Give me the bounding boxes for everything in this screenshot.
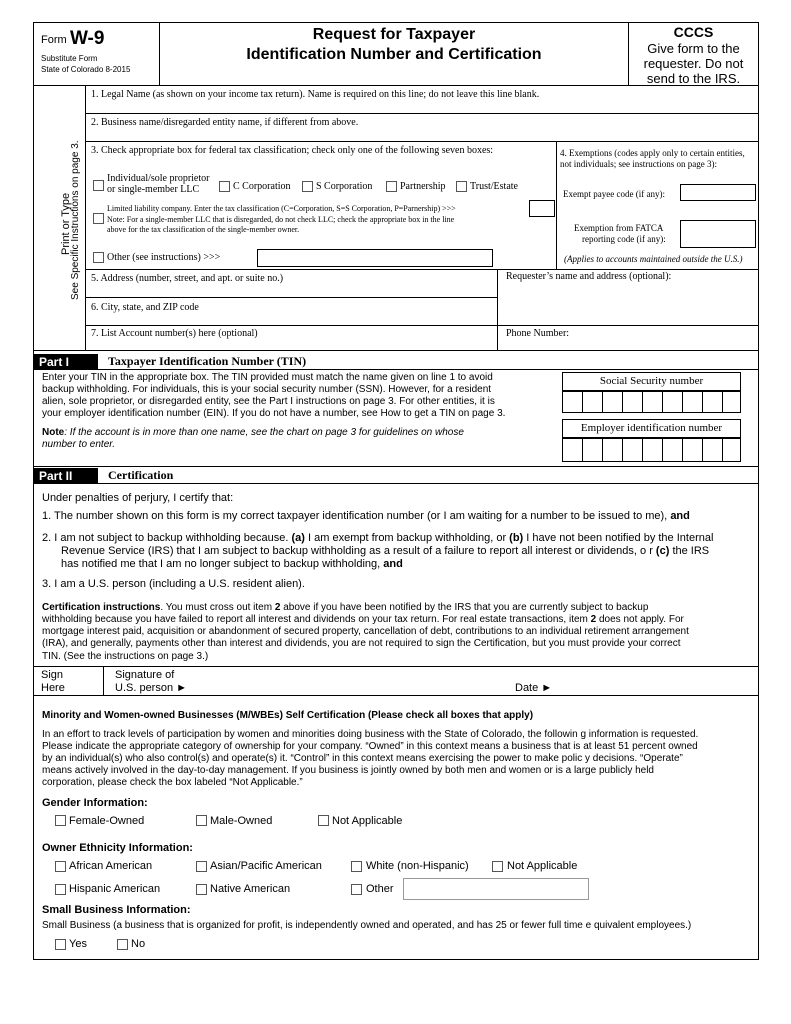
item2-text-c: I have not been notified by the Internal [526,532,714,544]
ssn-input-row[interactable] [562,391,741,413]
c-corporation-label: C Corporation [233,181,291,192]
native-american-label: Native American [210,883,291,895]
exemptions-label-line2: not individuals; see instructions on page 3): [560,159,717,169]
exempt-payee-label: Exempt payee code (if any): [563,189,665,199]
date-input[interactable] [560,668,755,694]
part1-paragraph-line4: your employer identification number (EIN). If you do not have a number, see How to get a TIN on page 3. [42,408,506,419]
other-classification-label: Other (see instructions) >>> [107,252,221,263]
give-form-line1: Give form to the [647,41,740,56]
cert-instr-item2-b: 2 [590,614,597,625]
small-business-yes-label: Yes [69,938,87,950]
part1-title: Taxpayer Identification Number (TIN) [108,354,307,368]
african-american-label: African American [69,860,153,872]
item1-and: and [670,510,690,522]
line1-legal-name-label: 1. Legal Name (as shown on your income tax return). Name is required on this line; do not leave this line blank. [91,89,540,100]
date-label: Date ► [515,682,553,694]
small-business-no-checkbox[interactable] [117,939,128,950]
part1-note-line1 [42,427,464,438]
ethnicity-other-checkbox[interactable] [351,884,362,895]
part1-note-bold: Note [42,427,65,438]
line7-account-numbers-label: 7. List Account number(s) here (optional) [91,328,258,339]
part1-note-text: : If the account is in more than one name, see the chart on page 3 for guidelines on whose [64,427,464,438]
certification-item3: 3. I am a U.S. person (including a U.S. resident alien). [42,578,305,590]
trust-estate-label: Trust/Estate [470,181,518,192]
certification-item2-line3 [61,558,403,570]
part1-paragraph-line1: Enter your TIN in the appropriate box. The TIN provided must match the name given on line 1 to avoid [42,372,493,383]
give-form-line2: requester. Do not [643,56,744,71]
agency-label: CCCS [673,24,714,40]
ethnicity-not-applicable-checkbox[interactable] [492,861,503,872]
item2-a-marker: (a) [291,532,305,544]
ethnicity-not-applicable-label: Not Applicable [507,860,578,872]
legal-name-input[interactable] [86,101,758,113]
cert-instructions-line5: TIN. (See the instructions on page 3.) [42,651,209,662]
ssn-label: Social Security number [599,375,704,387]
item2-b-marker: (b) [509,532,524,544]
item2-and: and [383,558,403,570]
state-version-label: State of Colorado 8-2015 [41,65,131,74]
small-business-yes-checkbox[interactable] [55,939,66,950]
llc-tax-classification-input[interactable] [529,200,555,217]
cert-instr-text-c: withholding because you have failed to report all interest and dividends on your tax return. For real estate transactions, item [42,614,588,625]
cert-instructions-line1 [42,602,648,613]
small-business-heading: Small Business Information: [42,904,191,916]
cert-instr-text-a: . You must cross out item [160,602,273,613]
part1-label: Part I [34,354,98,369]
s-corporation-label: S Corporation [316,181,373,192]
white-non-hispanic-label: White (non-Hispanic) [366,860,469,872]
item1-text: 1. The number shown on this form is my correct taxpayer identification number (or I am waiting for a number to be issued to me), [42,510,668,522]
partnership-label: Partnership [400,181,446,192]
llc-label-line2: Note: For a single-member LLC that is disregarded, do not check LLC; check the appropriate box in the line [107,215,455,224]
fatca-label-line1: Exemption from FATCA [574,223,664,233]
mwbe-paragraph-line5: corporation, please check the box labeled “Not Applicable.” [42,777,303,788]
substitute-form-label: Substitute Form [41,54,98,63]
individual-label-line1: Individual/sole proprietor [107,173,210,184]
hispanic-american-label: Hispanic American [69,883,161,895]
phone-number-label: Phone Number: [506,328,570,339]
signature-label-line1: Signature of [115,669,175,681]
gender-not-applicable-label: Not Applicable [332,815,403,827]
llc-label-line3: above for the tax classification of the single-member owner. [107,225,300,234]
other-classification-input[interactable] [257,249,493,267]
item2-text-f: has notified me that I am no longer subject to backup withholding, [61,558,381,570]
female-owned-label: Female-Owned [69,815,145,827]
part1-note-line2: number to enter. [42,439,116,450]
certification-item2-line1 [42,532,713,544]
phone-number-input[interactable] [575,326,758,348]
mwbe-paragraph-line3: by an individual(s) who also control(s) and operate(s) it. “Control” in this context means exercising the power to make polic y decisions. “Operate” [42,753,683,764]
hispanic-american-checkbox[interactable] [55,884,66,895]
male-owned-checkbox[interactable] [196,815,207,826]
item2-text-e: the IRS [672,545,710,557]
small-business-no-label: No [131,938,146,950]
applies-outside-us-note: (Applies to accounts maintained outside the U.S.) [564,254,743,264]
line2-business-name-label: 2. Business name/disregarded entity name, if different from above. [91,117,359,128]
small-business-description: Small Business (a business that is organized for profit, is independently owned and operated, and has 25 or fewer full time e quivalent employees.) [42,920,692,931]
c-corporation-checkbox[interactable] [219,181,230,192]
cert-instructions-bold: Certification instructions [42,602,161,613]
gender-not-applicable-checkbox[interactable] [318,815,329,826]
ethnicity-information-heading: Owner Ethnicity Information: [42,842,193,854]
mwbe-paragraph-line4: means actively involved in the day-to-day management. If you business is jointly owned by both men and women or is a large publicly held [42,765,654,776]
asian-pacific-american-checkbox[interactable] [196,861,207,872]
other-classification-checkbox[interactable] [93,252,104,263]
asian-pacific-american-label: Asian/Pacific American [210,860,322,872]
account-numbers-input[interactable] [86,339,496,349]
form-word: Form [41,34,67,46]
cert-instructions-line3: mortgage interest paid, acquisition or abandonment of secured property, cancellation of debt, contributions to an individual retirement arrangement [42,626,689,637]
s-corporation-checkbox[interactable] [302,181,313,192]
ein-label: Employer identification number [580,422,723,434]
female-owned-checkbox[interactable] [55,815,66,826]
requester-name-address-input[interactable] [498,284,758,324]
certification-item1 [42,510,690,522]
line3-classification-label: 3. Check appropriate box for federal tax classification; check only one of the following seven boxes: [91,145,494,156]
native-american-checkbox[interactable] [196,884,207,895]
signature-label-line2: U.S. person ► [115,682,188,694]
form-title-line1: Request for Taxpayer [312,26,476,43]
exempt-payee-code-input[interactable] [680,184,756,201]
male-owned-label: Male-Owned [210,815,273,827]
see-specific-instructions-label: See Specific Instructions on page 3. [70,140,81,300]
here-label: Here [41,682,65,694]
print-or-type-label: Print or Type [60,192,72,255]
individual-sole-proprietor-checkbox[interactable] [93,180,104,191]
part1-paragraph-line2: backup withholding. For individuals, this is your social security number (SSN). However, for a resident [42,384,492,395]
african-american-checkbox[interactable] [55,861,66,872]
city-state-zip-input[interactable] [86,313,496,324]
cert-instr-item2-a: 2 [274,602,281,613]
partnership-checkbox[interactable] [386,181,397,192]
llc-checkbox[interactable] [93,213,104,224]
item2-text-d: Revenue Service (IRS) that I am subject to backup withholding as a result of a failure to report all interest or dividends, o r [61,545,653,557]
cert-instructions-line2 [42,614,684,625]
mwbe-title: Minority and Women-owned Businesses (M/WBEs) Self Certification (Please check all boxes that apply) [42,710,534,721]
cert-instr-text-b: above if you have been notified by the IRS that you are currently subject to backup [283,602,649,613]
form-title-line2: Identification Number and Certification [246,46,542,63]
address-input[interactable] [86,285,496,297]
part1-paragraph-line3: alien, sole proprietor, or disregarded entity, see the Part I instructions on page 3. For other entities, it is [42,396,495,407]
certification-item2-line2 [61,545,709,557]
ethnicity-other-label: Other [366,883,394,895]
form-number: W-9 [70,28,105,49]
llc-label-line1: Limited liability company. Enter the tax classification (C=Corporation, S=S Corporation, P=Parnership) >>> [107,204,456,213]
trust-estate-checkbox[interactable] [456,181,467,192]
part2-label: Part II [34,468,98,483]
ethnicity-other-input[interactable] [403,878,589,900]
mwbe-paragraph-line1: In an effort to track levels of participation by women and minorities doing business with the State of Colorado, the followin g information is requested. [42,729,699,740]
white-non-hispanic-checkbox[interactable] [351,861,362,872]
requester-name-address-label: Requester’s name and address (optional): [506,271,672,282]
fatca-reporting-code-input[interactable] [680,220,756,248]
part2-title: Certification [108,468,174,482]
cert-instr-text-d: does not apply. For [598,614,684,625]
line5-address-label: 5. Address (number, street, and apt. or suite no.) [91,273,284,284]
line6-city-state-zip-label: 6. City, state, and ZIP code [91,302,199,313]
signature-input[interactable] [200,668,505,694]
exemptions-label-line1: 4. Exemptions (codes apply only to certain entities, [560,148,745,158]
fatca-label-line2: reporting code (if any): [582,234,666,244]
item2-text-a: 2. I am not subject to backup withholding because. [42,532,289,544]
cert-instructions-line4: (IRA), and generally, payments other than interest and dividends, you are not required to sign the Certification, but you must provide your correct [42,638,681,649]
ein-input-row[interactable] [562,438,741,462]
certification-intro: Under penalties of perjury, I certify that: [42,492,234,504]
gender-information-heading: Gender Information: [42,797,148,809]
business-name-input[interactable] [86,129,758,140]
item2-text-b: I am exempt from backup withholding, or [308,532,507,544]
give-form-line3: send to the IRS. [646,71,741,86]
sign-label: Sign [41,669,64,681]
mwbe-paragraph-line2: Please indicate the appropriate category of ownership for your company. “Owned” in this context means a business that is at least 51 percent owned [42,741,698,752]
individual-label-line2: or single-member LLC [107,184,200,195]
item2-c-marker: (c) [655,545,670,557]
